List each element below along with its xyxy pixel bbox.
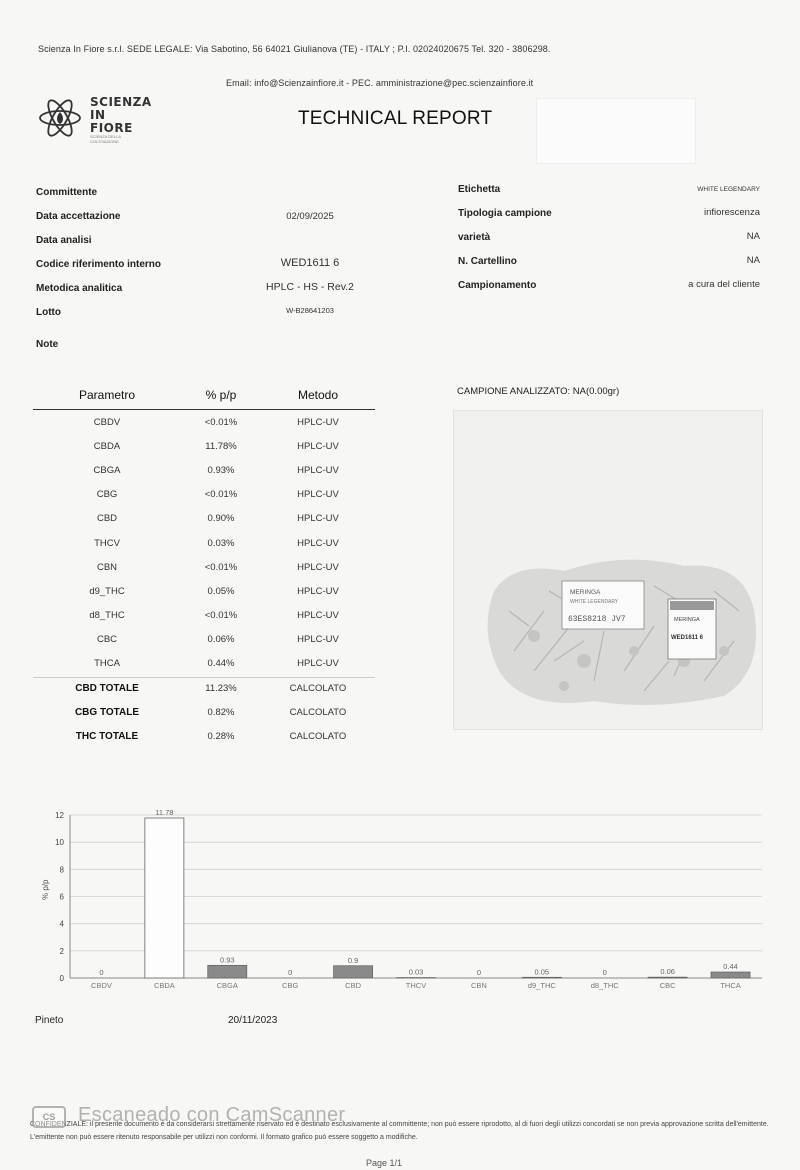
chart-value-label: 0.44 (723, 962, 738, 972)
field-value-etichetta: WHITE LEGENDARY (697, 186, 760, 193)
cell-metodo: HPLC-UV (297, 610, 339, 622)
table-row (33, 434, 375, 458)
chart-x-tick-label: CBD (345, 981, 362, 990)
chart-value-label: 0.93 (219, 955, 235, 965)
chart-y-tick-label: 0 (59, 974, 64, 983)
field-value-varieta: NA (746, 231, 760, 242)
cell-percent: 0.44% (207, 658, 235, 670)
cell-metodo: HPLC-UV (297, 513, 339, 525)
field-value-cartellino: NA (746, 255, 760, 266)
chart-y-tick-label: 6 (59, 892, 64, 902)
camscanner-icon: CS (32, 1106, 66, 1128)
company-info-line: Scienza In Fiore s.r.l. SEDE LEGALE: Via Sabotino, 56 64021 Giulianova (TE) - ITALY ; P.I. 02024020675 Tel. 320 - 3806298. (38, 44, 551, 54)
table-row (33, 531, 375, 555)
cell-parametro: CBC (96, 634, 118, 646)
chart-value-labels (99, 808, 737, 977)
signature-date: 20/11/2023 (228, 1015, 278, 1026)
field-label-campionamento: Campionamento (458, 280, 537, 291)
camscanner-watermark: Escaneado con CamScanner (78, 1104, 346, 1126)
cell-parametro: CBN (96, 561, 118, 573)
table-row (33, 652, 375, 676)
header-parametro: Parametro (78, 387, 136, 402)
chart-value-label: 0 (602, 968, 607, 977)
chart-x-tick-label: CBDA (153, 981, 175, 990)
cell-metodo: CALCOLATO (289, 682, 347, 694)
cell-parametro: CBG (96, 489, 118, 501)
chart-y-tick-label: 8 (59, 865, 64, 875)
chart-value-label: 0 (288, 968, 293, 977)
header-percent: % p/p (205, 387, 237, 402)
chart-value-label: 0.05 (534, 967, 550, 977)
cell-metodo: HPLC-UV (297, 537, 339, 549)
field-label-data-analisi: Data analisi (36, 235, 92, 246)
table-row (33, 483, 375, 507)
sample-label-1-line2: WHITE LEGENDARY (570, 599, 619, 605)
field-label-metodica: Metodica analitica (36, 283, 123, 294)
field-label-varieta: varietà (458, 232, 491, 243)
table-row (33, 410, 375, 434)
cell-percent: 11.23% (205, 682, 237, 694)
header-metodo: Metodo (297, 387, 339, 402)
sample-label-2-code: WED1611 6 (671, 635, 704, 641)
chart-x-tick-label: CBDV (91, 981, 112, 990)
field-value-codice-riferimento: WED1611 6 (280, 257, 340, 269)
sample-label-2-line1: MERINGA (674, 617, 700, 623)
chart-bar (648, 977, 687, 978)
cell-percent: <0.01% (204, 561, 238, 573)
chart-y-tick-label: 4 (59, 919, 64, 929)
chart-value-label: 0.9 (347, 955, 359, 965)
place-label: Pineto (35, 1015, 64, 1026)
chart-x-tick-label: CBC (659, 981, 676, 990)
cell-percent: 0.03% (207, 537, 235, 549)
sample-label-1-code: 63ES8218 JV7 (568, 615, 626, 624)
cell-metodo: CALCOLATO (289, 706, 347, 718)
report-title: TECHNICAL REPORT (298, 108, 493, 129)
chart-x-tick-label: CBN (470, 981, 487, 990)
cell-parametro: CBD (96, 513, 118, 525)
field-label-data-accettazione: Data accettazione (36, 211, 121, 222)
cell-parametro: CBD TOTALE (75, 682, 139, 694)
cell-percent: <0.01% (204, 489, 238, 501)
sample-label-1-line1: MERINGA (570, 589, 601, 596)
cell-metodo: HPLC-UV (297, 416, 339, 428)
chart-value-label: 0 (99, 968, 104, 977)
company-logo (38, 92, 152, 144)
field-value-tipologia: infiorescenza (704, 207, 760, 218)
chart-bar (522, 977, 561, 978)
cell-percent: 0.82% (207, 706, 235, 718)
cell-parametro: THCA (94, 658, 120, 670)
cell-metodo: HPLC-UV (297, 561, 339, 573)
table-row (33, 579, 375, 603)
chart-value-label: 11.78 (155, 807, 174, 817)
field-value-metodica: HPLC - HS - Rev.2 (266, 281, 354, 293)
cell-metodo: HPLC-UV (297, 634, 339, 646)
chart-bar (334, 966, 373, 978)
cell-metodo: HPLC-UV (297, 489, 339, 501)
chart-x-tick-label: CBG (282, 981, 299, 990)
cell-percent: 0.28% (207, 731, 235, 743)
page-number: Page 1/1 (366, 1158, 403, 1168)
cell-percent: 0.05% (207, 585, 235, 597)
chart-bar (711, 972, 750, 978)
chart-svg (30, 800, 770, 1000)
sample-caption: CAMPIONE ANALIZZATO: NA(0.00gr) (457, 386, 620, 397)
chart-x-tick-label: THCA (720, 981, 741, 990)
chart-x-tick-label: CBGA (216, 981, 238, 990)
chart-y-ticks (55, 811, 64, 983)
cell-parametro: CBGA (93, 464, 121, 476)
cell-parametro: THCV (94, 537, 120, 549)
atom-logo-icon (38, 92, 86, 142)
cell-parametro: CBG TOTALE (74, 706, 140, 718)
totals-divider (33, 677, 375, 678)
sample-photo-image (454, 411, 763, 730)
total-row (33, 676, 375, 700)
chart-bar (208, 965, 247, 978)
cell-metodo: HPLC-UV (297, 440, 339, 452)
cell-percent: 11.78% (205, 440, 237, 452)
email-line: Email: info@Scienzainfiore.it - PEC. amministrazione@pec.scienzainfiore.it (226, 78, 534, 88)
field-label-codice-riferimento: Codice riferimento interno (36, 259, 162, 270)
table-row (33, 604, 375, 628)
total-row (33, 700, 375, 724)
field-label-etichetta: Etichetta (458, 184, 501, 195)
chart-y-axis-label: % p/p (41, 879, 50, 900)
cell-metodo: CALCOLATO (289, 731, 347, 743)
sample-photo (453, 410, 763, 730)
chart-y-tick-label: 10 (55, 838, 64, 848)
field-value-lotto: W-B28641203 (286, 306, 334, 315)
chart-x-tick-label: d8_THC (590, 981, 619, 990)
cell-parametro: THC TOTALE (75, 731, 139, 743)
confidentiality-notice: CONFIDENZIALE: il presente documento è da considerarsi strettamente riservato ed è destinato esclusivamente al committente; non può essere riprodotto, al di fuori degli utilizzi concordati se non previa approvazione scritta dell'emittente. L'emittente non può essere ritenuto responsabile per utilizzi non conformi. Il formato grafico può essere soggetto a modifiche. (30, 1121, 769, 1141)
field-label-note: Note (36, 339, 59, 350)
chart-y-tick-label: 12 (55, 811, 64, 820)
table-header (33, 380, 375, 410)
field-value-campionamento: a cura del cliente (688, 279, 760, 290)
chart-value-label: 0 (476, 968, 481, 977)
table-row (33, 507, 375, 531)
logo-tagline: SCIENZA DELLA COLTIVAZIONE (90, 134, 121, 144)
field-label-committente: Committente (36, 187, 98, 198)
chart-x-tick-label: THCV (405, 981, 427, 990)
chart-value-label: 0.06 (660, 967, 675, 977)
chart-value-label: 0.03 (408, 967, 424, 977)
table-row (33, 555, 375, 579)
cell-parametro: d9_THC (89, 585, 125, 597)
field-label-lotto: Lotto (36, 307, 61, 318)
cell-percent: 0.06% (207, 634, 235, 646)
cell-parametro: CBDA (93, 440, 121, 452)
cell-metodo: HPLC-UV (297, 658, 339, 670)
cell-percent: 0.93% (207, 464, 235, 476)
total-row (33, 724, 375, 748)
field-label-tipologia: Tipologia campione (458, 208, 552, 219)
results-table (33, 380, 375, 749)
cell-percent: <0.01% (204, 416, 238, 428)
cell-percent: 0.90% (207, 513, 235, 525)
table-body (33, 410, 375, 749)
cell-metodo: HPLC-UV (297, 464, 339, 476)
chart-y-tick-label: 2 (59, 946, 64, 956)
chart-x-labels (91, 981, 741, 990)
cell-metodo: HPLC-UV (297, 585, 339, 597)
cell-parametro: d8_THC (89, 610, 125, 622)
table-row (33, 628, 375, 652)
field-label-cartellino: N. Cartellino (458, 256, 517, 267)
cell-percent: <0.01% (204, 610, 238, 622)
redacted-area (536, 98, 696, 164)
field-value-data-accettazione: 02/09/2025 (286, 211, 334, 222)
table-row (33, 458, 375, 482)
cell-parametro: CBDV (93, 416, 121, 428)
chart-bar (145, 818, 184, 978)
cannabinoid-bar-chart (30, 800, 770, 1000)
logo-text: SCIENZA IN FIORE (90, 95, 152, 135)
chart-x-tick-label: d9_THC (527, 981, 556, 990)
